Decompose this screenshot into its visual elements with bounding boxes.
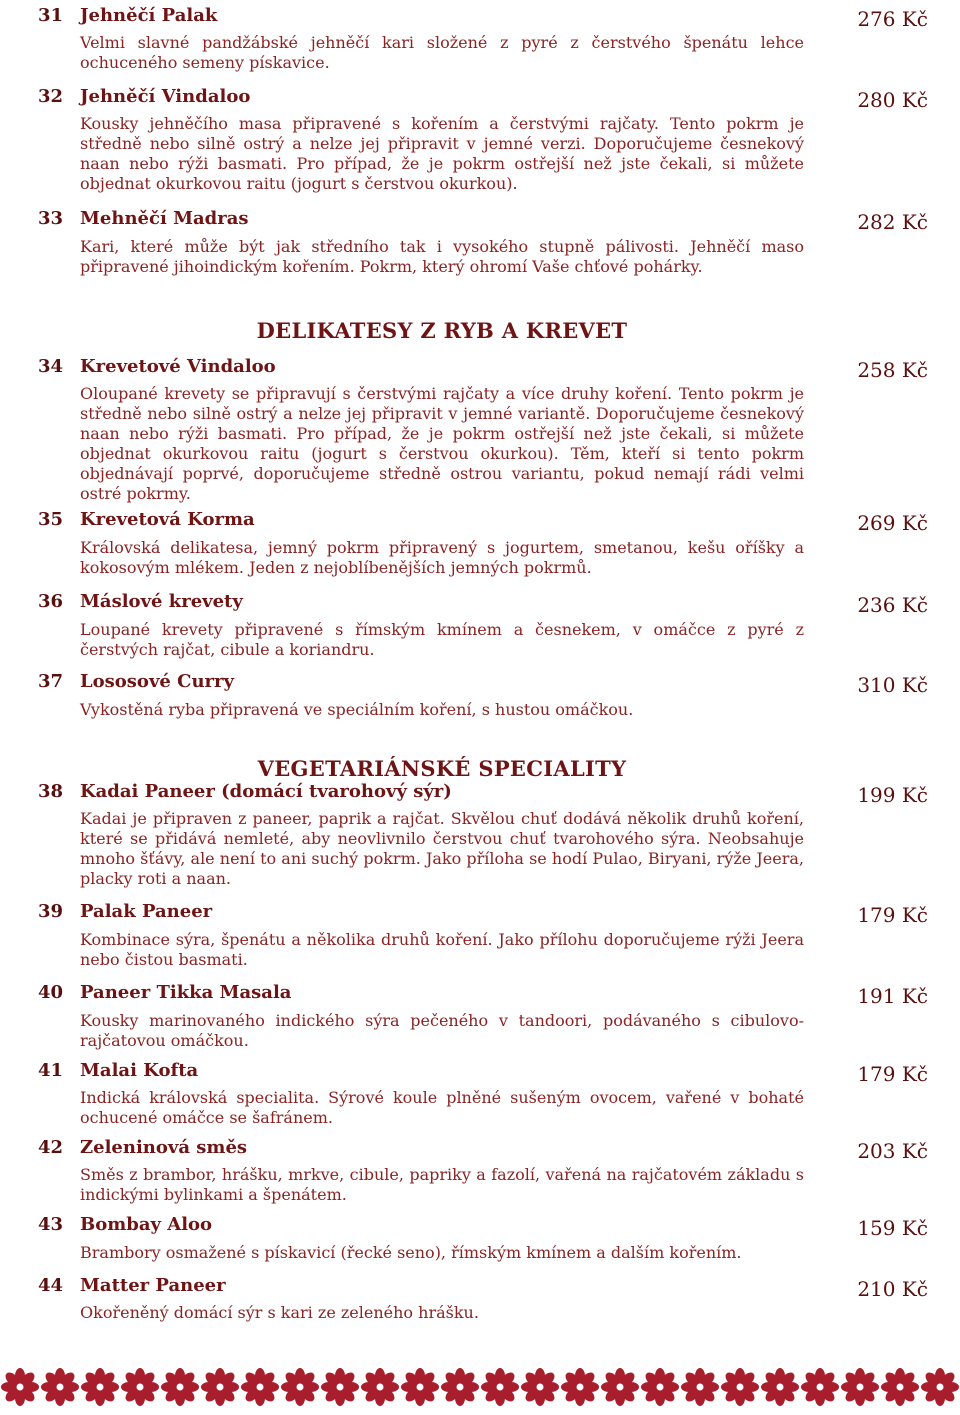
flower-icon [201,1368,239,1406]
flower-icon [761,1368,799,1406]
item-number: 34 [38,356,64,377]
item-price: 310 Kč [857,673,928,697]
flower-icon [721,1368,759,1406]
item-name: Bombay Aloo [80,1214,213,1235]
item-name: Matter Paneer [80,1275,226,1296]
flower-icon [801,1368,839,1406]
item-name: Lososové Curry [80,671,234,692]
item-number: 32 [38,86,64,107]
item-price: 258 Kč [857,358,928,382]
section-title-fish: DELIKATESY Z RYB A KREVET [256,318,628,343]
flower-icon [81,1368,119,1406]
item-price: 269 Kč [857,511,928,535]
item-name: Mehněčí Madras [80,208,249,229]
item-description: Kousky jehněčího masa připravené s kořením a čerstvými rajčaty. Tento pokrm je středně nebo silně ostrý a nelze jej připravit v jemné verzi. Doporučujeme česnekový naan nebo rýži basmati. Pro případ, že je pokrm ostřejší než jste čekali, si můžete objednat okurkovou raitu (jogurt s čerstvou okurkou). [80,114,804,193]
flower-icon [441,1368,479,1406]
item-name: Jehněčí Palak [80,5,218,26]
item-name: Krevetové Vindaloo [80,356,276,377]
item-number: 36 [38,591,64,612]
item-price: 282 Kč [857,210,928,234]
item-description: Kousky marinovaného indického sýra pečeného v tandoori, podávaného s cibulovo-rajčatovou omáčkou. [80,1011,804,1050]
item-number: 31 [38,5,64,26]
flower-icon [41,1368,79,1406]
item-number: 44 [38,1275,64,1296]
item-price: 280 Kč [857,88,928,112]
item-number: 43 [38,1214,64,1235]
item-name: Paneer Tikka Masala [80,982,292,1003]
flower-icon [841,1368,879,1406]
item-name: Zeleninová směs [80,1137,248,1158]
item-name: Máslové krevety [80,591,243,612]
item-description: Kadai je připraven z paneer, paprik a rajčat. Skvělou chuť dodává několik druhů koření, které se přidává nemleté, aby neovlivnilo čerstvou chuť tvarohového sýra. Neobsahuje mnoho šťávy, ale není to ani suchý pokrm. Jako příloha se hodí Pulao, Biryani, rýže Jeera, placky roti a naan. [80,809,804,888]
flower-icon [681,1368,719,1406]
item-name: Palak Paneer [80,901,213,922]
item-name: Jehněčí Vindaloo [80,86,251,107]
section-title-vegetarian: VEGETARIÁNSKÉ SPECIALITY [257,756,627,781]
flower-border [0,1362,960,1412]
flower-border-svg [0,1362,960,1412]
item-price: 199 Kč [857,783,928,807]
item-price: 159 Kč [857,1216,928,1240]
item-price: 210 Kč [857,1277,928,1301]
item-name: Kadai Paneer (domácí tvarohový sýr) [80,781,452,802]
flower-icon [241,1368,279,1406]
flower-icon [1,1368,39,1406]
flower-icon [561,1368,599,1406]
flower-icon [881,1368,919,1406]
item-price: 191 Kč [857,984,928,1008]
flower-icon [281,1368,319,1406]
flower-icon [401,1368,439,1406]
item-description: Indická královská specialita. Sýrové koule plněné sušeným ovocem, vařené v bohaté ochucené omáčce se šafránem. [80,1088,804,1127]
flower-icon [601,1368,639,1406]
item-number: 40 [38,982,64,1003]
item-description: Vykostěná ryba připravená ve speciálním koření, s hustou omáčkou. [80,700,634,719]
item-description: Loupané krevety připravené s římským kmínem a česnekem, v omáčce z pyré z čerstvých rajčat, cibule a koriandru. [80,620,804,659]
item-price: 276 Kč [857,7,928,31]
item-number: 42 [38,1137,64,1158]
item-price: 203 Kč [857,1139,928,1163]
item-number: 33 [38,208,64,229]
item-number: 37 [38,671,64,692]
item-description: Okořeněný domácí sýr s kari ze zeleného hrášku. [80,1303,479,1322]
flower-icon [161,1368,199,1406]
flower-icon [481,1368,519,1406]
item-description: Oloupané krevety se připravují s čerstvými rajčaty a více druhy koření. Tento pokrm je středně nebo silně ostrý a nelze jej připravit v jemné variantě. Doporučujeme česnekový naan nebo rýži basmati. Pro případ, že je pokrm ostřejší než jste čekali, si můžete objednat okurkovou raitu (jogurt s čerstvou okurkou). Těm, kteří si tento pokrm objednávají poprvé, doporučujeme středně ostrou variantu, pokud nemají rádi velmi ostré pokrmy. [80,384,804,503]
item-number: 39 [38,901,64,922]
item-description: Brambory osmažené s pískavicí (řecké seno), římským kmínem a dalším kořením. [80,1243,742,1262]
item-price: 236 Kč [857,593,928,617]
flower-icon [521,1368,559,1406]
item-name: Malai Kofta [80,1060,199,1081]
flower-icon [361,1368,399,1406]
item-number: 35 [38,509,64,530]
item-description: Kombinace sýra, špenátu a několika druhů koření. Jako přílohu doporučujeme rýži Jeera nebo čistou basmati. [80,930,804,969]
item-price: 179 Kč [857,903,928,927]
flower-icon [321,1368,359,1406]
item-price: 179 Kč [857,1062,928,1086]
item-name: Krevetová Korma [80,509,255,530]
item-number: 41 [38,1060,64,1081]
item-description: Kari, které může být jak středního tak i vysokého stupně pálivosti. Jehněčí maso připravené jihoindickým kořením. Pokrm, který ohromí Vaše chťové pohárky. [80,237,804,276]
flower-icon [641,1368,679,1406]
flower-icon [921,1368,959,1406]
flower-icon [121,1368,159,1406]
item-number: 38 [38,781,64,802]
item-description: Královská delikatesa, jemný pokrm připravený s jogurtem, smetanou, kešu oříšky a kokosovým mlékem. Jeden z nejoblíbenějších jemných pokrmů. [80,538,804,577]
item-description: Směs z brambor, hrášku, mrkve, cibule, papriky a fazolí, vařená na rajčatovém základu s indickými bylinkami a špenátem. [80,1165,804,1204]
item-description: Velmi slavné pandžábské jehněčí kari složené z pyré z čerstvého špenátu lehce ochuceného semeny pískavice. [80,33,804,72]
